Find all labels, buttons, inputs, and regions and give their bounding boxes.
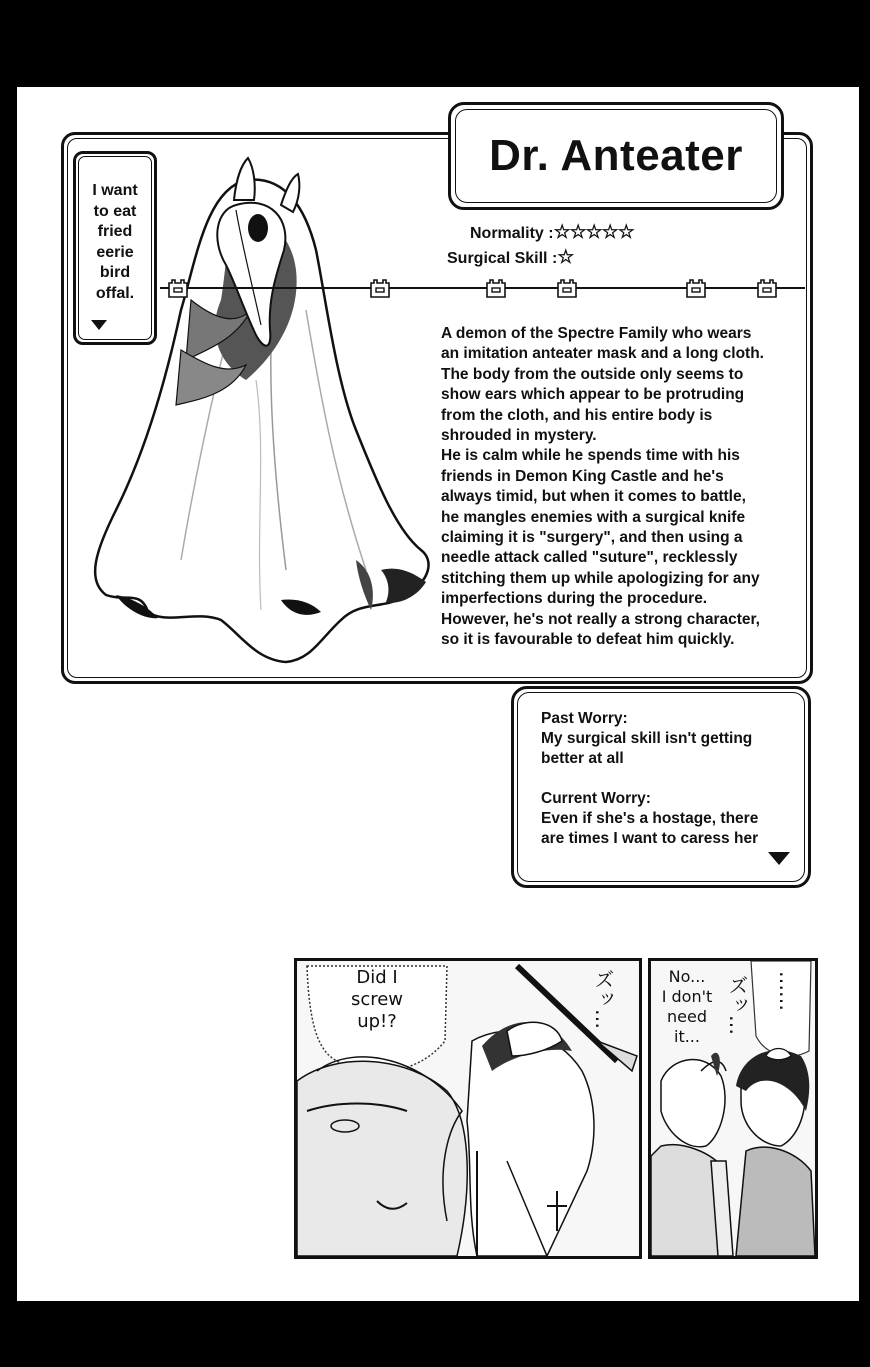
past-worry-label: Past Worry: bbox=[541, 710, 628, 727]
next-arrow-icon bbox=[91, 320, 107, 330]
character-name: Dr. Anteater bbox=[455, 109, 777, 203]
stat-surgical-skill: Surgical Skill :☆ bbox=[447, 247, 574, 268]
stat-label: Normality bbox=[470, 225, 544, 242]
castle-icon bbox=[556, 277, 578, 299]
castle-icon bbox=[369, 277, 391, 299]
manga-panel-right bbox=[648, 958, 818, 1259]
panel-right-balloon-text: No... I don't need it... bbox=[661, 967, 713, 1046]
castle-icon bbox=[756, 277, 778, 299]
next-arrow-icon bbox=[768, 852, 790, 865]
panel-right-sfx: ズッ… bbox=[725, 975, 749, 1035]
past-worry-line: better at all bbox=[541, 750, 624, 767]
character-description: A demon of the Spectre Family who wears an imitation anteater mask and a long cloth. The body from the outside only seems to show ears which appear to be protruding from the cloth, and his entire body is shrouded in mystery. He is calm while he spends time with his friends in Demon King Castle and he's always timid, but when it comes to battle, he mangles enemies with a surgical knife claiming it is "surgery", and then using a needle attack called "suture", recklessly stitching them up while apologizing for any imperfections during the procedure. However, he's not really a strong character, so it is favourable to defeat him quickly. bbox=[441, 325, 764, 649]
castle-icon bbox=[485, 277, 507, 299]
panel-left-sfx: ズッ… bbox=[591, 969, 615, 1029]
decorative-rail bbox=[160, 287, 805, 289]
star-rating: ☆☆☆☆☆ bbox=[553, 222, 634, 243]
speech-text: I want to eat fried eerie bird offal. bbox=[92, 182, 138, 302]
current-worry-label: Current Worry: bbox=[541, 790, 651, 807]
current-worry-line: Even if she's a hostage, there bbox=[541, 810, 759, 827]
castle-icon bbox=[685, 277, 707, 299]
stat-list bbox=[440, 220, 680, 272]
manga-panel-left bbox=[294, 958, 642, 1259]
star-rating: ☆ bbox=[557, 247, 574, 268]
stat-normality: Normality :☆☆☆☆☆ bbox=[470, 222, 634, 243]
panel-right-ellipsis: …… bbox=[775, 971, 799, 1011]
worry-text bbox=[541, 709, 801, 849]
panel-left-balloon-text: Did I screw up!? bbox=[350, 967, 404, 1032]
current-worry-line: are times I want to caress her bbox=[541, 830, 759, 847]
stat-label: Surgical Skill bbox=[447, 250, 548, 267]
castle-icon bbox=[167, 277, 189, 299]
past-worry-line: My surgical skill isn't getting bbox=[541, 730, 753, 747]
